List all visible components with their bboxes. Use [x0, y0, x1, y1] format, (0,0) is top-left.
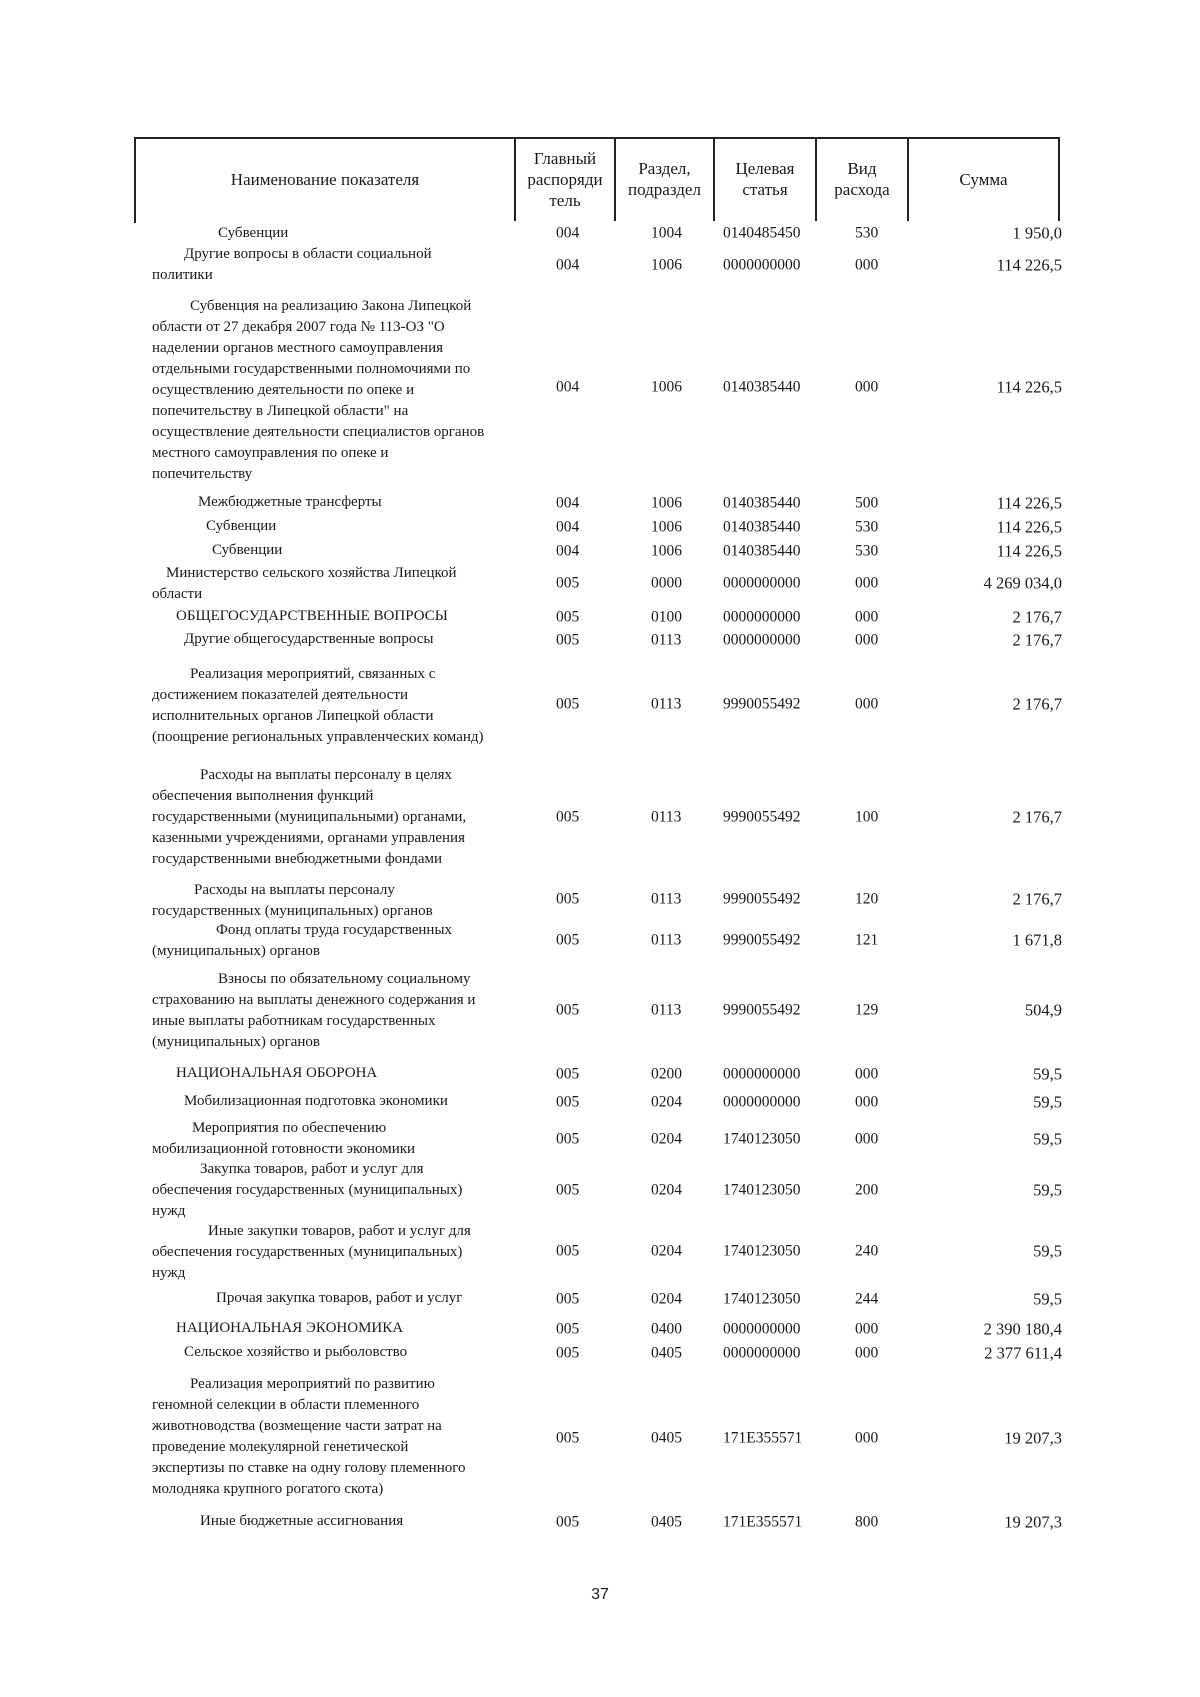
grbs-code: 005 [556, 808, 580, 826]
razdel-code: 0204 [651, 1242, 682, 1260]
expense-type-code: 244 [855, 1290, 879, 1308]
razdel-code: 0204 [651, 1130, 682, 1148]
amount: 59,5 [1033, 1129, 1062, 1149]
header-name: Наименование показателя [230, 169, 420, 189]
grbs-code: 005 [556, 695, 580, 713]
expense-type-code: 000 [855, 574, 879, 592]
target-article-code: 0140485450 [723, 224, 801, 242]
razdel-code: 0113 [651, 695, 682, 713]
target-article-code: 0000000000 [723, 1065, 801, 1083]
indicator-name [152, 765, 530, 870]
expense-type-code: 120 [855, 890, 879, 908]
indicator-name [152, 1342, 530, 1363]
indicator-name-line: обеспечения выполнения функций [152, 788, 374, 804]
expense-type-code: 800 [855, 1513, 879, 1531]
grbs-code: 005 [556, 631, 580, 649]
target-article-code: 0000000000 [723, 608, 801, 626]
indicator-name [152, 1221, 530, 1284]
grbs-code: 005 [556, 574, 580, 592]
grbs-code: 005 [556, 1242, 580, 1260]
amount: 114 226,5 [996, 493, 1062, 513]
target-article-code: 9990055492 [723, 808, 801, 826]
indicator-name-line: экспертизы по ставке на одну голову племенного [152, 1460, 466, 1476]
razdel-code: 1006 [651, 518, 682, 536]
razdel-code: 1006 [651, 542, 682, 560]
indicator-name-line: Министерство сельского хозяйства Липецкой [166, 565, 457, 581]
indicator-name-line: Иные закупки товаров, работ и услуг для [208, 1223, 471, 1239]
expense-type-code: 000 [855, 695, 879, 713]
indicator-name-line: политики [152, 267, 213, 283]
indicator-name-line: нужд [152, 1265, 186, 1281]
target-article-code: 0000000000 [723, 574, 801, 592]
grbs-code: 005 [556, 1320, 580, 1338]
indicator-name [152, 969, 530, 1053]
indicator-name-line: Мобилизационная подготовка экономики [184, 1093, 448, 1109]
amount: 2 377 611,4 [984, 1343, 1062, 1363]
amount: 2 176,7 [1012, 630, 1062, 650]
indicator-name [152, 880, 530, 922]
target-article-code: 1740123050 [723, 1181, 801, 1199]
razdel-code: 0405 [651, 1513, 682, 1531]
razdel-code: 1006 [651, 378, 682, 396]
indicator-name [152, 492, 530, 513]
amount: 114 226,5 [996, 517, 1062, 537]
indicator-name-line: Субвенция на реализацию Закона Липецкой [190, 298, 472, 314]
header-grbs: Главный распоряди тель [527, 148, 603, 210]
indicator-name-line: ОБЩЕГОСУДАРСТВЕННЫЕ ВОПРОСЫ [176, 608, 448, 624]
indicator-name-line: осуществлению деятельности по опеке и [152, 382, 415, 398]
indicator-name-line: попечительству в Липецкой области" на [152, 403, 409, 419]
indicator-name-line: отдельными государственными полномочиями по [152, 361, 471, 377]
indicator-name-line: попечительству [152, 466, 253, 482]
target-article-code: 0140385440 [723, 518, 801, 536]
amount: 2 176,7 [1012, 607, 1062, 627]
expense-type-code: 129 [855, 1001, 879, 1019]
indicator-name-line: области от 27 декабря 2007 года № 113-ОЗ "О [152, 319, 445, 335]
target-article-code: 1740123050 [723, 1242, 801, 1260]
target-article-code: 9990055492 [723, 890, 801, 908]
indicator-name-line: Взносы по обязательному социальному [218, 971, 471, 987]
indicator-name-line: Прочая закупка товаров, работ и услуг [216, 1290, 463, 1306]
indicator-name-line: государственных (муниципальных) органов [152, 903, 433, 919]
expense-type-code: 121 [855, 931, 879, 949]
target-article-code: 9990055492 [723, 1001, 801, 1019]
amount: 59,5 [1033, 1064, 1062, 1084]
amount: 59,5 [1033, 1092, 1062, 1112]
amount: 114 226,5 [996, 377, 1062, 397]
indicator-name-line: наделении органов местного самоуправления [152, 340, 443, 356]
indicator-name-line: Реализация мероприятий по развитию [190, 1376, 435, 1392]
target-article-code: 171E355571 [723, 1513, 803, 1531]
indicator-name [152, 540, 530, 561]
indicator-name-line: казенными учреждениями, органами управления [152, 830, 465, 846]
indicator-name-line: иные выплаты работникам государственных [152, 1013, 436, 1029]
indicator-name-line: местного самоуправления по опеке и [152, 445, 389, 461]
expense-type-code: 000 [855, 378, 879, 396]
indicator-name-line: государственными внебюджетными фондами [152, 851, 443, 867]
indicator-name [152, 664, 530, 748]
indicator-name [152, 516, 530, 537]
header-razdel: Раздел, подраздел [628, 159, 701, 199]
indicator-name [152, 1118, 530, 1160]
header-sum: Сумма [959, 169, 1008, 189]
indicator-name-line: нужд [152, 1203, 186, 1219]
razdel-code: 0100 [651, 608, 682, 626]
grbs-code: 005 [556, 1290, 580, 1308]
razdel-code: 0204 [651, 1290, 682, 1308]
indicator-name-line: (поощрение региональных управленческих команд) [152, 729, 484, 745]
indicator-name-line: животноводства (возмещение части затрат на [152, 1418, 442, 1434]
indicator-name-line: Фонд оплаты труда государственных [216, 922, 453, 938]
target-article-code: 0140385440 [723, 494, 801, 512]
grbs-code: 005 [556, 890, 580, 908]
target-article-code: 0000000000 [723, 1320, 801, 1338]
indicator-name [152, 629, 530, 650]
target-article-code: 0140385440 [723, 378, 801, 396]
amount: 1 671,8 [1012, 930, 1062, 950]
razdel-code: 0000 [651, 574, 682, 592]
indicator-name-line: молодняка крупного рогатого скота) [152, 1481, 384, 1497]
indicator-name [152, 296, 530, 485]
indicator-name-line: исполнительных органов Липецкой области [152, 708, 434, 724]
indicator-name-line: Расходы на выплаты персоналу [194, 882, 395, 898]
indicator-name-line: (муниципальных) органов [152, 943, 321, 959]
indicator-name-line: проведение молекулярной генетической [152, 1439, 409, 1455]
target-article-code: 9990055492 [723, 931, 801, 949]
indicator-name-line: Расходы на выплаты персоналу в целях [200, 767, 452, 783]
indicator-name [152, 1318, 530, 1339]
expense-type-code: 500 [855, 494, 879, 512]
amount: 2 176,7 [1012, 694, 1062, 714]
grbs-code: 005 [556, 1093, 580, 1111]
expense-type-code: 000 [855, 1093, 879, 1111]
header-cs: Целевая статья [735, 159, 795, 199]
indicator-name-line: обеспечения государственных (муниципальных) [152, 1244, 463, 1260]
indicator-name-line: Мероприятия по обеспечению [192, 1120, 387, 1136]
expense-type-code: 000 [855, 1320, 879, 1338]
amount: 114 226,5 [996, 255, 1062, 275]
amount: 2 176,7 [1012, 889, 1062, 909]
grbs-code: 005 [556, 1344, 580, 1362]
indicator-name-line: (муниципальных) органов [152, 1034, 321, 1050]
target-article-code: 0000000000 [723, 631, 801, 649]
indicator-name-line: Субвенции [218, 225, 289, 241]
indicator-name [152, 1063, 530, 1084]
indicator-name-line: осуществление деятельности специалистов органов [152, 424, 485, 440]
amount: 59,5 [1033, 1180, 1062, 1200]
razdel-code: 1006 [651, 256, 682, 274]
indicator-name-line: геномной селекции в области племенного [152, 1397, 420, 1413]
indicator-name-line: Субвенции [206, 518, 277, 534]
indicator-name-line: Субвенции [212, 542, 283, 558]
indicator-name-line: Иные бюджетные ассигнования [200, 1513, 404, 1529]
indicator-name-line: Межбюджетные трансферты [198, 494, 382, 510]
target-article-code: 0140385440 [723, 542, 801, 560]
header-vr: Вид расхода [834, 159, 890, 199]
indicator-name-line: Сельское хозяйство и рыболовство [184, 1344, 408, 1360]
expense-type-code: 000 [855, 1429, 879, 1447]
indicator-name-line: НАЦИОНАЛЬНАЯ ОБОРОНА [176, 1065, 378, 1081]
razdel-code: 0405 [651, 1429, 682, 1447]
razdel-code: 0113 [651, 808, 682, 826]
expense-type-code: 000 [855, 1065, 879, 1083]
indicator-name-line: мобилизационной готовности экономики [152, 1141, 416, 1157]
indicator-name [152, 563, 530, 605]
grbs-code: 004 [556, 518, 580, 536]
indicator-name-line: НАЦИОНАЛЬНАЯ ЭКОНОМИКА [176, 1320, 404, 1336]
grbs-code: 005 [556, 1181, 580, 1199]
expense-type-code: 530 [855, 224, 879, 242]
indicator-name [152, 1511, 530, 1532]
razdel-code: 0400 [651, 1320, 682, 1338]
amount: 4 269 034,0 [983, 573, 1062, 593]
indicator-name-line: Другие вопросы в области социальной [184, 246, 432, 262]
indicator-name-line: Закупка товаров, работ и услуг для [200, 1161, 424, 1177]
razdel-code: 0200 [651, 1065, 682, 1083]
indicator-name-line: достижением показателей деятельности [152, 687, 408, 703]
indicator-name-line: государственными (муниципальными) органами, [152, 809, 467, 825]
expense-type-code: 240 [855, 1242, 879, 1260]
target-article-code: 9990055492 [723, 695, 801, 713]
grbs-code: 005 [556, 1065, 580, 1083]
indicator-name-line: области [152, 586, 203, 602]
target-article-code: 0000000000 [723, 256, 801, 274]
indicator-name [152, 606, 530, 627]
amount: 2 390 180,4 [983, 1319, 1062, 1339]
expense-type-code: 000 [855, 1130, 879, 1148]
indicator-name-line: обеспечения государственных (муниципальных) [152, 1182, 463, 1198]
header-divider [1058, 137, 1060, 221]
grbs-code: 005 [556, 1001, 580, 1019]
indicator-name-line: Реализация мероприятий, связанных с [190, 666, 436, 682]
grbs-code: 005 [556, 608, 580, 626]
target-article-code: 0000000000 [723, 1093, 801, 1111]
grbs-code: 005 [556, 1429, 580, 1447]
target-article-code: 1740123050 [723, 1290, 801, 1308]
grbs-code: 005 [556, 931, 580, 949]
page-number: 37 [591, 1586, 609, 1603]
razdel-code: 0204 [651, 1093, 682, 1111]
razdel-code: 1004 [651, 224, 682, 242]
razdel-code: 0113 [651, 931, 682, 949]
expense-type-code: 000 [855, 256, 879, 274]
indicator-name [152, 1091, 530, 1112]
indicator-name [152, 223, 530, 244]
amount: 504,9 [1024, 1000, 1062, 1020]
expense-type-code: 100 [855, 808, 879, 826]
expense-type-code: 000 [855, 608, 879, 626]
grbs-code: 004 [556, 494, 580, 512]
razdel-code: 0405 [651, 1344, 682, 1362]
grbs-code: 004 [556, 378, 580, 396]
expense-type-code: 000 [855, 631, 879, 649]
amount: 59,5 [1033, 1289, 1062, 1309]
razdel-code: 0113 [651, 890, 682, 908]
amount: 2 176,7 [1012, 807, 1062, 827]
expense-type-code: 530 [855, 542, 879, 560]
indicator-name [152, 920, 530, 962]
expense-type-code: 530 [855, 518, 879, 536]
amount: 114 226,5 [996, 541, 1062, 561]
indicator-name [152, 1374, 530, 1500]
razdel-code: 0204 [651, 1181, 682, 1199]
target-article-code: 1740123050 [723, 1130, 801, 1148]
indicator-name-line: Другие общегосударственные вопросы [184, 631, 434, 647]
indicator-name-line: страхованию на выплаты денежного содержания и [152, 992, 476, 1008]
grbs-code: 004 [556, 256, 580, 274]
grbs-code: 005 [556, 1130, 580, 1148]
target-article-code: 0000000000 [723, 1344, 801, 1362]
indicator-name [152, 244, 530, 286]
razdel-code: 0113 [651, 631, 682, 649]
grbs-code: 004 [556, 224, 580, 242]
indicator-name [152, 1159, 530, 1222]
razdel-code: 1006 [651, 494, 682, 512]
amount: 59,5 [1033, 1241, 1062, 1261]
grbs-code: 005 [556, 1513, 580, 1531]
amount: 19 207,3 [1004, 1428, 1062, 1448]
expense-type-code: 200 [855, 1181, 879, 1199]
amount: 19 207,3 [1004, 1512, 1062, 1532]
indicator-name [152, 1288, 530, 1309]
expense-type-code: 000 [855, 1344, 879, 1362]
grbs-code: 004 [556, 542, 580, 560]
target-article-code: 171E355571 [723, 1429, 803, 1447]
razdel-code: 0113 [651, 1001, 682, 1019]
amount: 1 950,0 [1012, 223, 1062, 243]
